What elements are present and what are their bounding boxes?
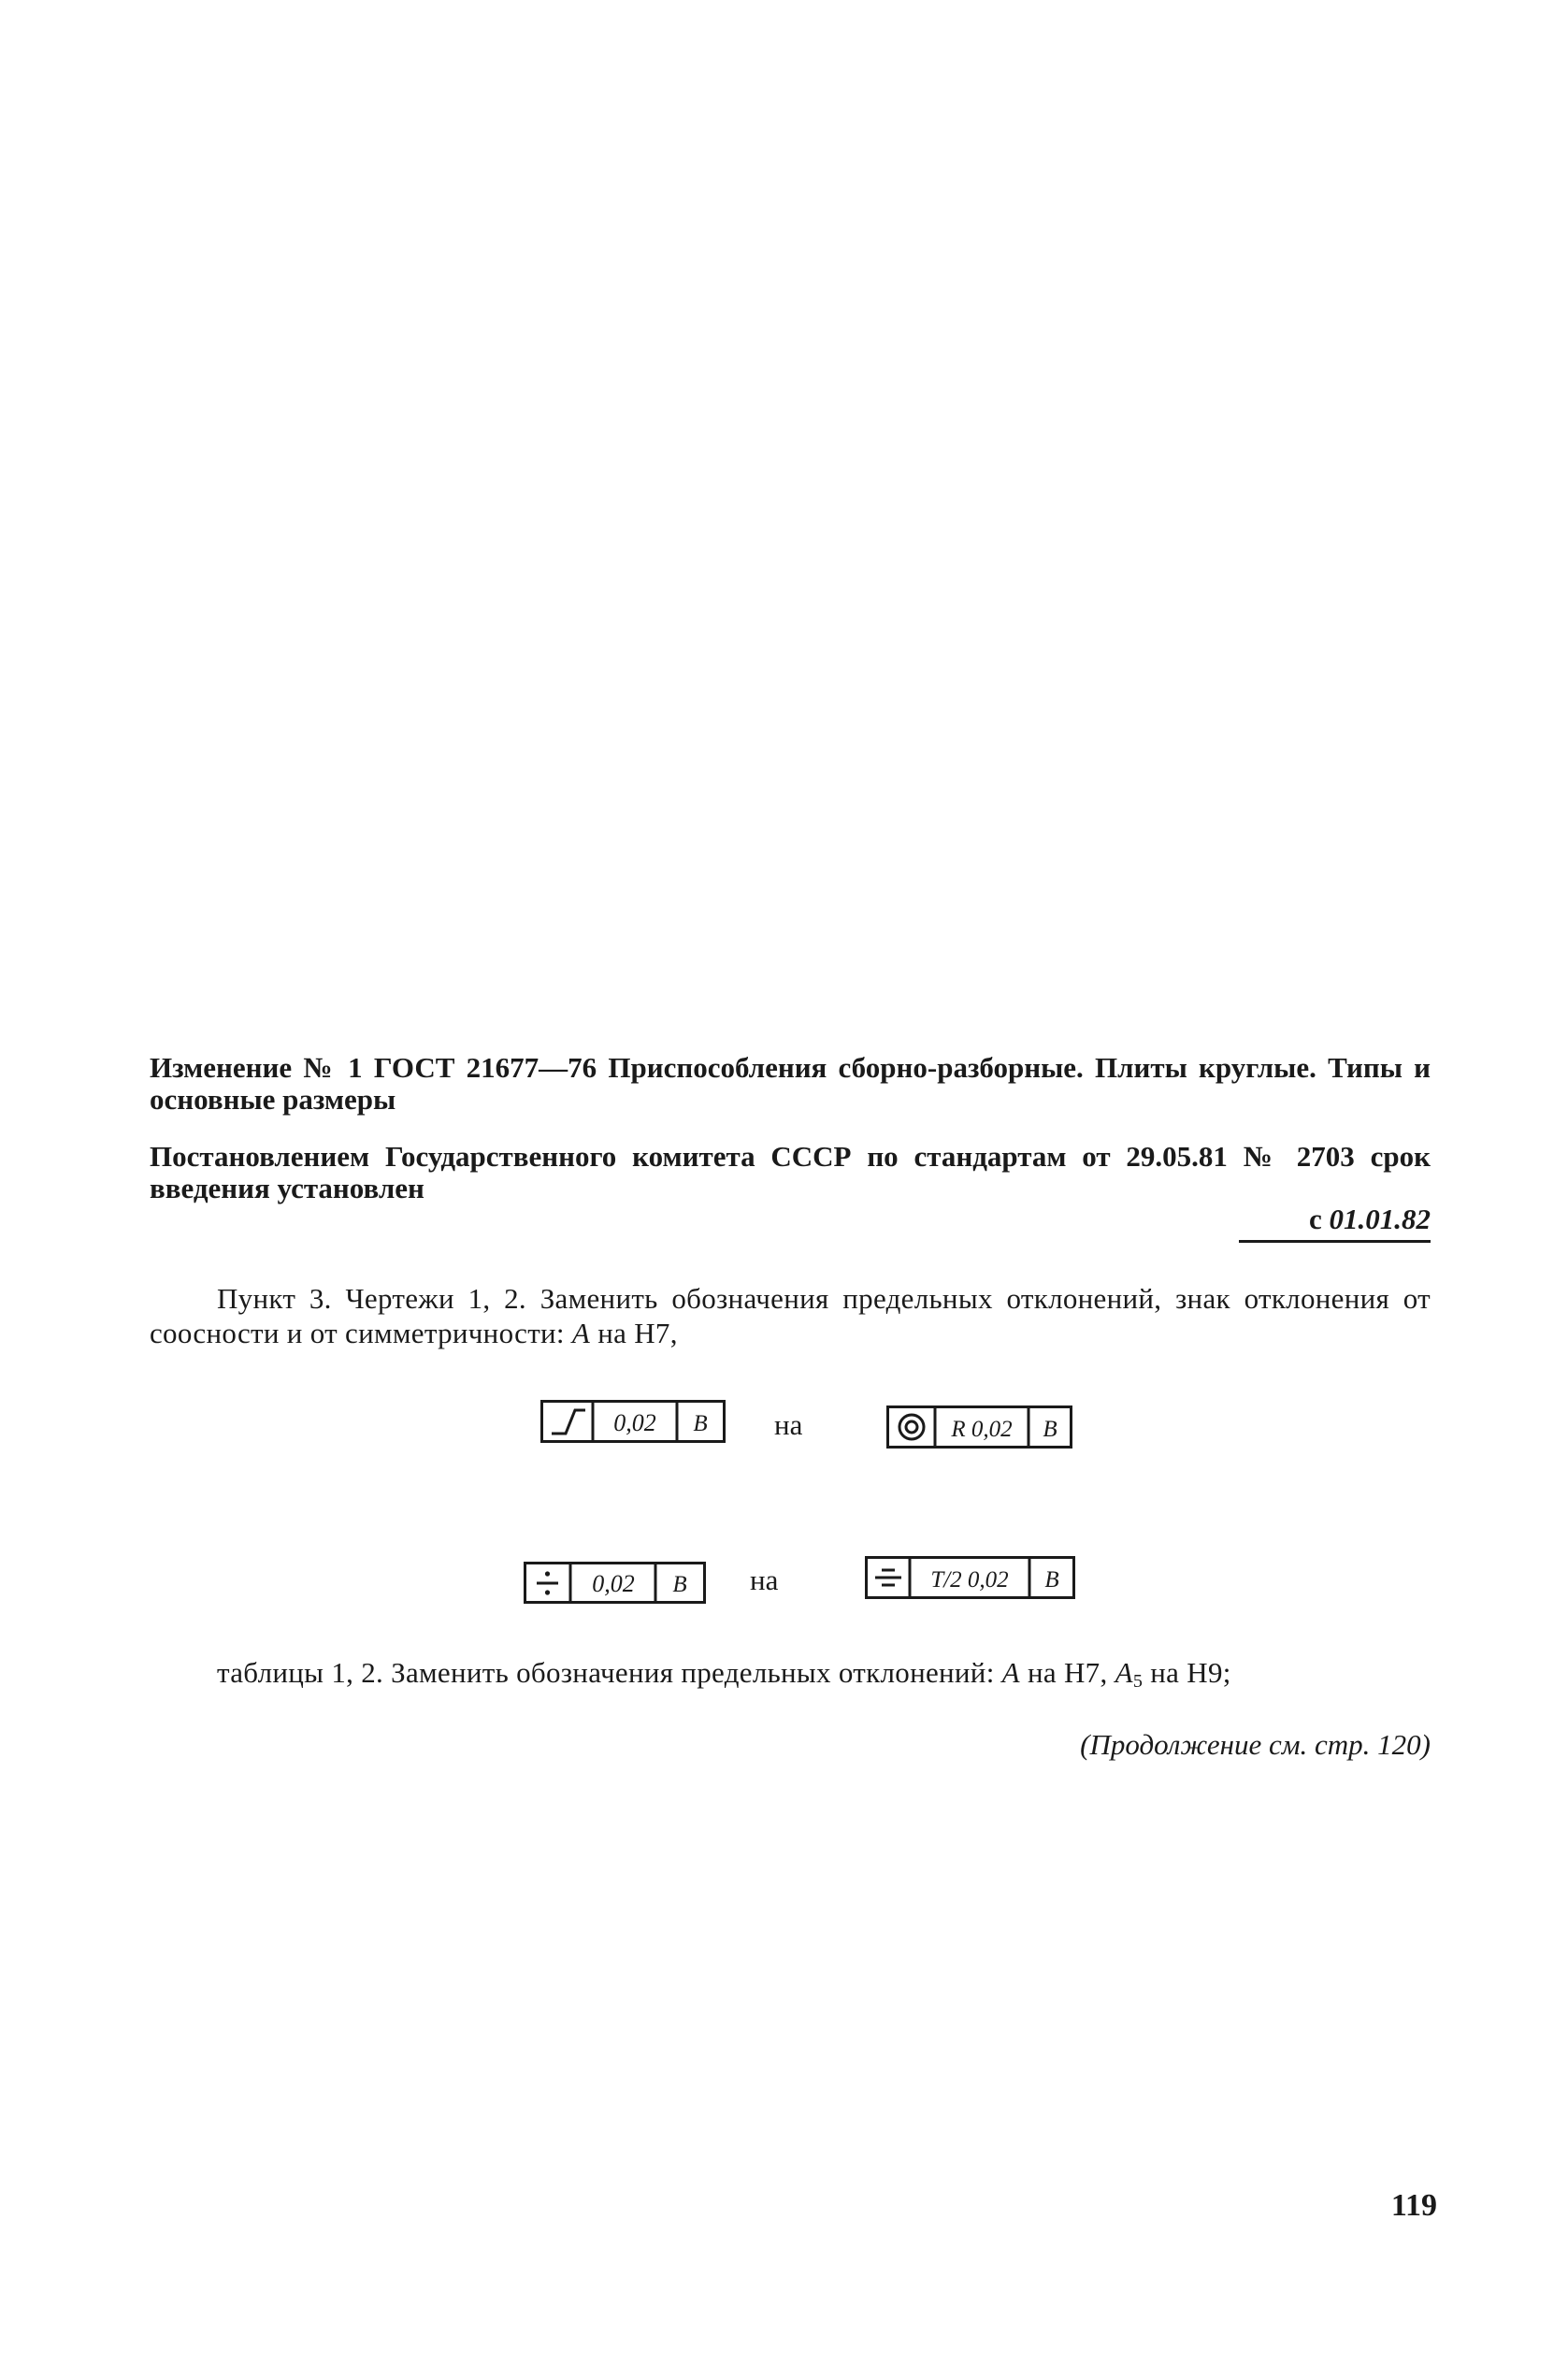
paragraph-2-variable-2: A (1115, 1656, 1133, 1689)
tolerance-frame-new-2 (865, 1556, 1075, 1599)
paragraph-2-subscript: 5 (1132, 1671, 1144, 1693)
connector-word: на (750, 1564, 779, 1596)
datum-letter: В (1043, 1417, 1057, 1442)
page-number: 119 (1390, 2188, 1437, 2223)
resolution-statement (150, 1141, 1431, 1204)
paragraph-2 (150, 1655, 1431, 1699)
continuation-note: (Продолжение см. стр. 120) (1080, 1728, 1431, 1761)
tolerance-frame-new-1 (886, 1405, 1072, 1449)
paragraph-1-text: Пункт 3. Чертежи 1, 2. Заменить обозначения предельных отклонений, знак отклонения от соосности и от симметричности: (150, 1282, 1431, 1349)
tolerance-value: 0,02 (613, 1409, 656, 1436)
tolerance-frame-old-1 (540, 1400, 726, 1443)
paragraph-2-tail: на H9; (1150, 1656, 1231, 1689)
tolerance-value: R 0,02 (951, 1417, 1013, 1442)
datum-letter: В (672, 1572, 687, 1597)
datum-letter: В (1044, 1567, 1059, 1593)
tolerance-value: 0,02 (592, 1570, 635, 1597)
paragraph-1-tail: на H7, (597, 1317, 678, 1349)
datum-letter: В (693, 1411, 708, 1436)
paragraph-2-mid: на H7, (1027, 1656, 1108, 1689)
effective-date-value: 01.01.82 (1329, 1203, 1431, 1235)
paragraph-1 (150, 1281, 1431, 1350)
runout-icon (552, 1410, 585, 1434)
amendment-title-text: Изменение № 1 ГОСТ 21677—76 Приспособления сборно-разборные. Плиты круглые. Типы и основные размеры (150, 1051, 1431, 1116)
symmetry-icon (875, 1570, 901, 1585)
paragraph-2-variable-1: A (1001, 1656, 1020, 1689)
connector-word: на (774, 1408, 803, 1441)
amendment-title (150, 1052, 1431, 1116)
tolerance-value: T/2 0,02 (930, 1567, 1009, 1593)
concentricity-icon (899, 1415, 924, 1439)
resolution-statement-text: Постановлением Государственного комитета СССР по стандартам от 29.05.81 № 2703 срок введения установлен (150, 1140, 1431, 1204)
effective-date-prefix: с (1308, 1203, 1322, 1235)
tolerance-frame-old-2 (524, 1562, 706, 1604)
paragraph-1-variable: A (571, 1317, 591, 1349)
paragraph-2-text: таблицы 1, 2. Заменить обозначения предельных отклонений: (217, 1656, 995, 1689)
effective-date (1239, 1201, 1431, 1243)
symmetry-old-icon (537, 1571, 558, 1594)
